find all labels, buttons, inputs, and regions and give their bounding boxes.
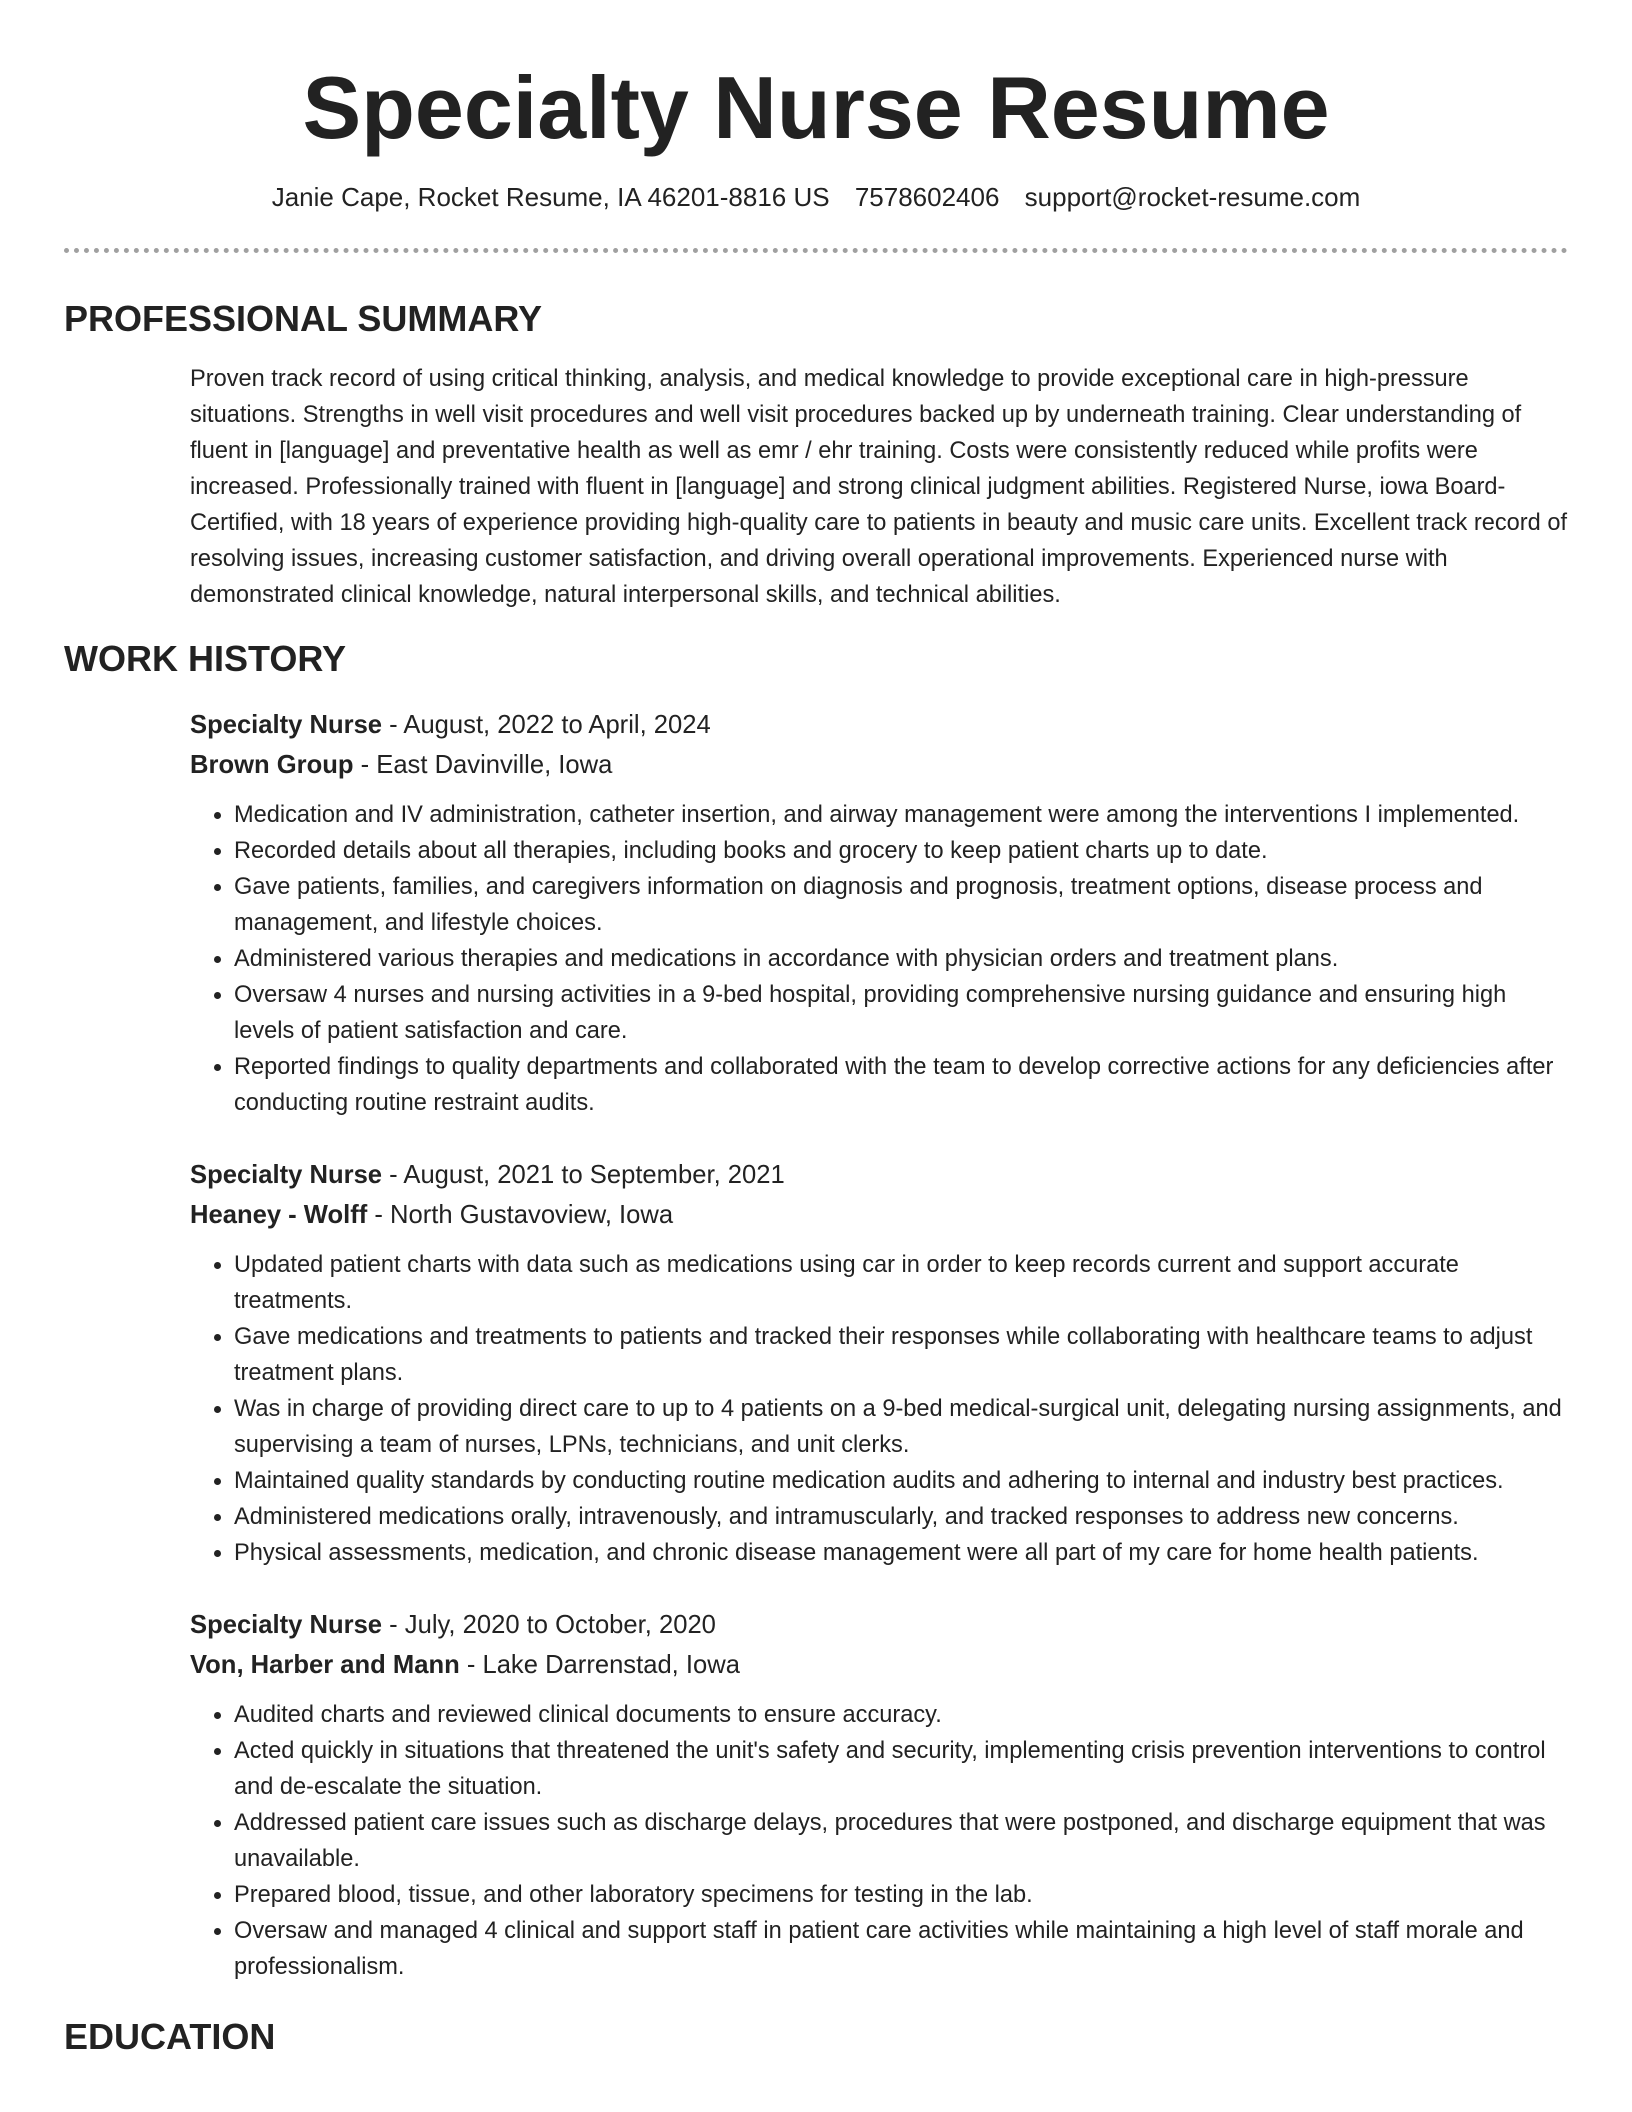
job-location: - Lake Darrenstad, Iowa <box>459 1651 740 1679</box>
summary-text: Proven track record of using critical thinking, analysis, and medical knowledge to provide exceptional care in high-pressure situations. Strengths in well visit procedures and well visit procedures backed up by underneath training. Clear understanding of fluent in [language] and preventative health as well as emr / ehr training. Costs were consistently reduced while profits were increased. Professionally trained with fluent in [language] and strong clinical judgment abilities. Registered Nurse, iowa Board-Certified, with 18 years of experience providing high-quality care to patients in beauty and music care units. Excellent track record of resolving issues, increasing customer satisfaction, and driving overall operational improvements. Experienced nurse with demonstrated clinical knowledge, natural interpersonal skills, and technical abilities. <box>190 366 1568 608</box>
job-company: Heaney - Wolff <box>190 1201 368 1229</box>
list-item: • Prepared blood, tissue, and other laboratory specimens for testing in the lab. <box>234 1877 1568 1913</box>
job-title-line <box>190 1155 1568 1195</box>
list-item: • Updated patient charts with data such as medications using car in order to keep records current and support accurate treatments. <box>234 1247 1568 1319</box>
job-company: Von, Harber and Mann <box>190 1651 460 1679</box>
job-company-line <box>190 745 1568 785</box>
list-item: • Recorded details about all therapies, including books and grocery to keep patient charts up to date. <box>234 833 1568 869</box>
contact-phone: 7578602406 <box>854 182 1000 212</box>
job-title-line <box>190 1605 1568 1645</box>
list-item: • Addressed patient care issues such as discharge delays, procedures that were postponed, and discharge equipment that was unavailable. <box>234 1805 1568 1877</box>
list-item: • Oversaw 4 nurses and nursing activities in a 9-bed hospital, providing comprehensive nursing guidance and ensuring high levels of patient satisfaction and care. <box>234 977 1568 1049</box>
job-company: Brown Group <box>190 751 354 779</box>
job-bullet-list <box>190 1247 1568 1571</box>
section-heading-work-history: WORK HISTORY <box>64 638 347 679</box>
job-bullet-list <box>190 797 1568 1121</box>
job-title-line <box>190 705 1568 745</box>
work-history-section <box>64 637 1568 1985</box>
list-item: • Reported findings to quality departments and collaborated with the team to develop corrective actions for any deficiencies after conducting routine restraint audits. <box>234 1049 1568 1121</box>
job-company-line <box>190 1645 1568 1685</box>
job-entry <box>190 705 1568 1121</box>
job-role: Specialty Nurse <box>190 711 383 739</box>
contact-email[interactable]: support@rocket-resume.com <box>1024 182 1361 212</box>
education-section <box>64 2015 1568 2059</box>
resume-title: Specialty Nurse Resume <box>302 58 1330 157</box>
list-item: • Acted quickly in situations that threatened the unit's safety and security, implementing crisis prevention interventions to control and de-escalate the situation. <box>234 1733 1568 1805</box>
professional-summary-section <box>64 297 1568 613</box>
section-heading-education: EDUCATION <box>64 2016 276 2057</box>
job-dates: - August, 2021 to September, 2021 <box>382 1161 785 1189</box>
job-role: Specialty Nurse <box>190 1161 383 1189</box>
list-item: • Physical assessments, medication, and chronic disease management were all part of my care for home health patients. <box>234 1535 1568 1571</box>
list-item: • Gave medications and treatments to patients and tracked their responses while collaborating with healthcare teams to adjust treatment plans. <box>234 1319 1568 1391</box>
list-item: • Maintained quality standards by conducting routine medication audits and adhering to internal and industry best practices. <box>234 1463 1568 1499</box>
job-role: Specialty Nurse <box>190 1611 383 1639</box>
list-item: • Medication and IV administration, catheter insertion, and airway management were among the interventions I implemented. <box>234 797 1568 833</box>
job-bullet-list <box>190 1697 1568 1985</box>
job-dates: - July, 2020 to October, 2020 <box>382 1611 716 1639</box>
job-location: - North Gustavoview, Iowa <box>367 1201 674 1229</box>
list-item: • Was in charge of providing direct care to up to 4 patients on a 9-bed medical-surgical unit, delegating nursing assignments, and supervising a team of nurses, LPNs, technicians, and unit clerks. <box>234 1391 1568 1463</box>
list-item: • Audited charts and reviewed clinical documents to ensure accuracy. <box>234 1697 1568 1733</box>
list-item: • Administered various therapies and medications in accordance with physician orders and treatment plans. <box>234 941 1568 977</box>
header-divider <box>64 248 1568 253</box>
section-heading-summary: PROFESSIONAL SUMMARY <box>64 298 543 339</box>
job-location: - East Davinville, Iowa <box>353 751 613 779</box>
contact-address: Janie Cape, Rocket Resume, IA 46201-8816 US <box>271 182 830 212</box>
job-entry <box>190 1155 1568 1571</box>
contact-line <box>64 180 1568 214</box>
list-item: • Oversaw and managed 4 clinical and support staff in patient care activities while maintaining a high level of staff morale and professionalism. <box>234 1913 1568 1985</box>
list-item: • Gave patients, families, and caregivers information on diagnosis and prognosis, treatment options, disease process and management, and lifestyle choices. <box>234 869 1568 941</box>
job-entry <box>190 1605 1568 1985</box>
job-dates: - August, 2022 to April, 2024 <box>382 711 711 739</box>
resume-page <box>64 0 1568 2059</box>
job-company-line <box>190 1195 1568 1235</box>
list-item: • Administered medications orally, intravenously, and intramuscularly, and tracked responses to address new concerns. <box>234 1499 1568 1535</box>
